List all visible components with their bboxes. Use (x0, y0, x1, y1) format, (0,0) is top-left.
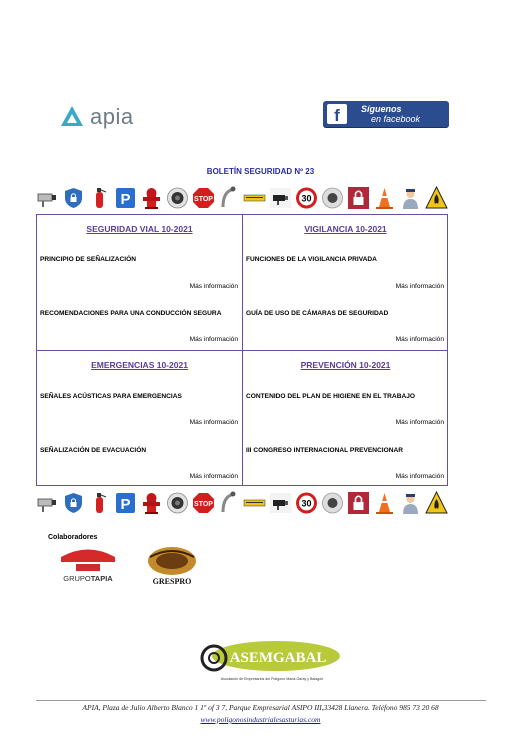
section-emergencias (37, 351, 242, 486)
speed-limit-sign-icon (295, 185, 318, 211)
bulletin-sections-grid (36, 214, 448, 486)
traffic-cone-icon (373, 185, 396, 211)
traffic-cone-icon (373, 490, 396, 516)
dome-camera-icon (321, 185, 344, 211)
grespro-logo-mark-icon (142, 543, 202, 587)
speed-limit-text: 30 (301, 193, 312, 204)
article-title: RECOMENDACIONES PARA UNA CONDUCCIÓN SEGURA (40, 310, 222, 317)
collaborators-label: Colaboradores (48, 534, 98, 541)
apia-logo-text: apia (90, 104, 134, 129)
more-info-link[interactable]: Más información (395, 336, 444, 343)
facebook-follow-button[interactable] (323, 101, 449, 127)
facebook-line1: Síguenos (361, 104, 402, 114)
padlock-shield-icon (62, 185, 85, 211)
apia-logo-mark-icon (60, 104, 84, 130)
dome-camera-icon (166, 185, 189, 211)
article-title: GUÍA DE USO DE CÁMARAS DE SEGURIDAD (246, 310, 389, 317)
warning-sign-icon (243, 490, 266, 516)
section-heading-link[interactable]: PREVENCIÓN 10-2021 (300, 360, 391, 370)
article-title: SEÑALIZACIÓN DE EVACUACIÓN (40, 447, 147, 454)
security-icon-strip-top (36, 184, 448, 212)
padlock-icon (347, 185, 370, 211)
fire-hydrant-icon (140, 185, 163, 211)
dome-camera-icon (166, 490, 189, 516)
section-heading-link[interactable]: VIGILANCIA 10-2021 (304, 224, 387, 234)
fire-extinguisher-icon (88, 185, 111, 211)
warning-sign-icon (243, 185, 266, 211)
facebook-icon: f (327, 104, 347, 124)
parking-sign-text: P (120, 191, 131, 208)
speed-limit-sign-icon (295, 490, 318, 516)
parking-sign-icon (114, 185, 137, 211)
grupotapia-prefix: GRUPO (63, 574, 91, 583)
stop-sign-text: STOP (193, 196, 213, 203)
asemgabal-name: ASEMGABAL (229, 650, 327, 666)
more-info-link[interactable]: Más información (189, 473, 238, 480)
fire-hydrant-icon (140, 490, 163, 516)
flammable-warning-icon (425, 490, 448, 516)
grupotapia-suffix: TAPIA (90, 574, 113, 583)
speed-limit-text: 30 (301, 498, 312, 509)
asemgabal-tagline: Asociación de Empresarios del Polígono Maria-Garay y Balagón (220, 677, 324, 681)
padlock-icon (347, 490, 370, 516)
footer-divider (36, 700, 486, 701)
stop-sign-icon (192, 185, 215, 211)
section-heading-link[interactable]: EMERGENCIAS 10-2021 (91, 360, 188, 370)
more-info-link[interactable]: Más información (395, 419, 444, 426)
security-guard-icon (399, 185, 422, 211)
more-info-link[interactable]: Más información (395, 283, 444, 290)
asemgabal-logo[interactable] (194, 640, 344, 686)
cctv-camera-icon (269, 490, 292, 516)
article-title: FUNCIONES DE LA VIGILANCIA PRIVADA (246, 256, 377, 263)
footer-website-link[interactable]: www.poligonosindustrialesasturias.com (200, 715, 321, 724)
section-heading-link[interactable]: SEGURIDAD VIAL 10-2021 (86, 224, 193, 234)
padlock-shield-icon (62, 490, 85, 516)
svg-text:GRUPOTAPIA (63, 574, 113, 583)
asemgabal-logo-mark-icon (194, 640, 344, 686)
hand-lever-icon (217, 185, 240, 211)
section-prevencion (243, 351, 448, 486)
cctv-camera-icon (36, 185, 59, 211)
grespro-logo-text: GRESPRO (152, 577, 192, 586)
fire-extinguisher-icon (88, 490, 111, 516)
bulletin-title: BOLETÍN SEGURIDAD Nº 23 (206, 167, 315, 176)
more-info-link[interactable]: Más información (189, 283, 238, 290)
grupotapia-logo-mark-icon (58, 544, 118, 584)
article-title: CONTENIDO DEL PLAN DE HIGIENE EN EL TRABAJO (246, 393, 416, 400)
more-info-link[interactable]: Más información (395, 473, 444, 480)
footer-address: APIA, Plaza de Julio Alberto Blanco 1 1º of 3 7, Parque Empresarial ASIPO III,33428 Llanera. Teléfono 985 73 20 68 (82, 703, 439, 712)
parking-sign-icon (114, 490, 137, 516)
security-guard-icon (399, 490, 422, 516)
dome-camera-icon (321, 490, 344, 516)
more-info-link[interactable]: Más información (189, 336, 238, 343)
cctv-camera-icon (269, 185, 292, 211)
cctv-camera-icon (36, 490, 59, 516)
apia-logo (60, 100, 140, 134)
more-info-link[interactable]: Más información (189, 419, 238, 426)
section-vigilancia (243, 215, 448, 350)
security-icon-strip-bottom (36, 489, 448, 517)
article-title: III CONGRESO INTERNACIONAL PREVENCIONAR (246, 447, 404, 454)
section-seguridad-vial (37, 215, 242, 350)
flammable-warning-icon (425, 185, 448, 211)
parking-sign-text: P (120, 496, 131, 513)
facebook-line2: en facebook (371, 114, 421, 124)
article-title: PRINCIPIO DE SEÑALIZACIÓN (40, 256, 136, 263)
grupotapia-logo[interactable] (58, 544, 118, 584)
article-title: SEÑALES ACÚSTICAS PARA EMERGENCIAS (40, 393, 182, 400)
hand-lever-icon (217, 490, 240, 516)
grespro-logo[interactable] (142, 543, 202, 587)
stop-sign-icon (192, 490, 215, 516)
stop-sign-text: STOP (193, 501, 213, 508)
